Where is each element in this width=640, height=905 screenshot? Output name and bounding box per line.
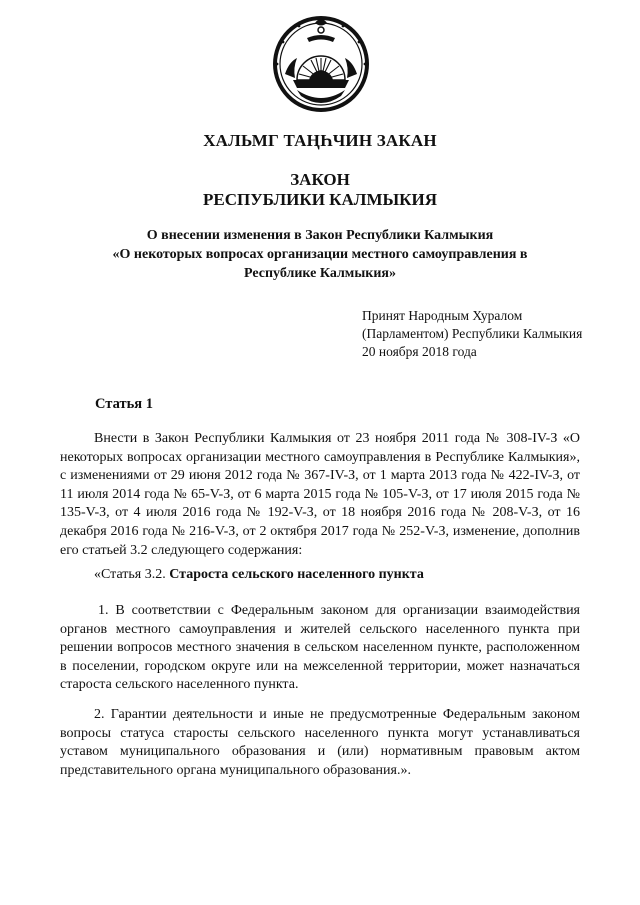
law-title-line-2: «О некоторых вопросах организации местного самоуправления в — [112, 247, 528, 262]
adoption-date: 20 ноября 2018 года — [362, 344, 477, 359]
inserted-article-title: Староста сельского населенного пункта — [169, 567, 424, 582]
law-title-line-3: Республике Калмыкия» — [244, 266, 396, 281]
list-item-2: 2. Гарантии деятельности и иные не предусмотренные Федеральным законом вопросы статуса старосты сельского населенного пункта могут устанавливаться уставом муниципального образования и (или) нормативным правовым актом представительного органа муниципального образования.». — [60, 707, 580, 778]
law-word: ЗАКОН — [290, 170, 350, 189]
kalmyk-law-title: ХАЛЬМГ ТАҢҺЧИН ЗАКАН — [203, 131, 437, 150]
law-title-line-1: О внесении изменения в Закон Республики Калмыкия — [146, 228, 494, 243]
law-title — [60, 226, 580, 283]
adoption-note — [362, 307, 582, 361]
adoption-line-1: Принят Народным Хуралом — [362, 308, 523, 323]
inserted-article-heading — [60, 566, 580, 585]
article-heading: Статья 1 — [95, 396, 153, 412]
list-item-1: 1. В соответствии с Федеральным законом для организации взаимодействия органов местного самоуправления и жителей сельского населенного пункта при решении вопросов местного значения в сельском населенном пункте, расположенном в поселении, городском округе или на межселенной территории, может назначаться староста сельского населенного пункта. — [60, 603, 580, 693]
law-heading — [0, 170, 640, 210]
republic-name: РЕСПУБЛИКИ КАЛМЫКИЯ — [202, 190, 438, 209]
inserted-article-number: «Статья 3.2. — [94, 567, 166, 582]
adoption-line-2: (Парламентом) Республики Калмыкия — [362, 326, 583, 341]
kalmykia-coat-of-arms-emblem — [271, 14, 371, 114]
article-paragraph: Внести в Закон Республики Калмыкия от 23 ноября 2011 года № 308-IV-З «О некоторых вопросах организации местного самоуправления в Республике Калмыкия», с изменениями от 29 июня 2012 года № 367-IV-З, от 1 марта 2013 года № 422-IV-З, от 11 июля 2014 года № 65-V-З, от 6 марта 2015 года № 105-V-З, от 17 июля 2015 года № 135-V-З, от 4 июля 2016 года № 192-V-З, от 18 ноября 2016 года № 208-V-З, от 16 декабря 2016 года № 216-V-З, от 2 октября 2017 года № 252-V-З, изменение, дополнив его статьей 3.2 следующего содержания: — [60, 431, 580, 558]
